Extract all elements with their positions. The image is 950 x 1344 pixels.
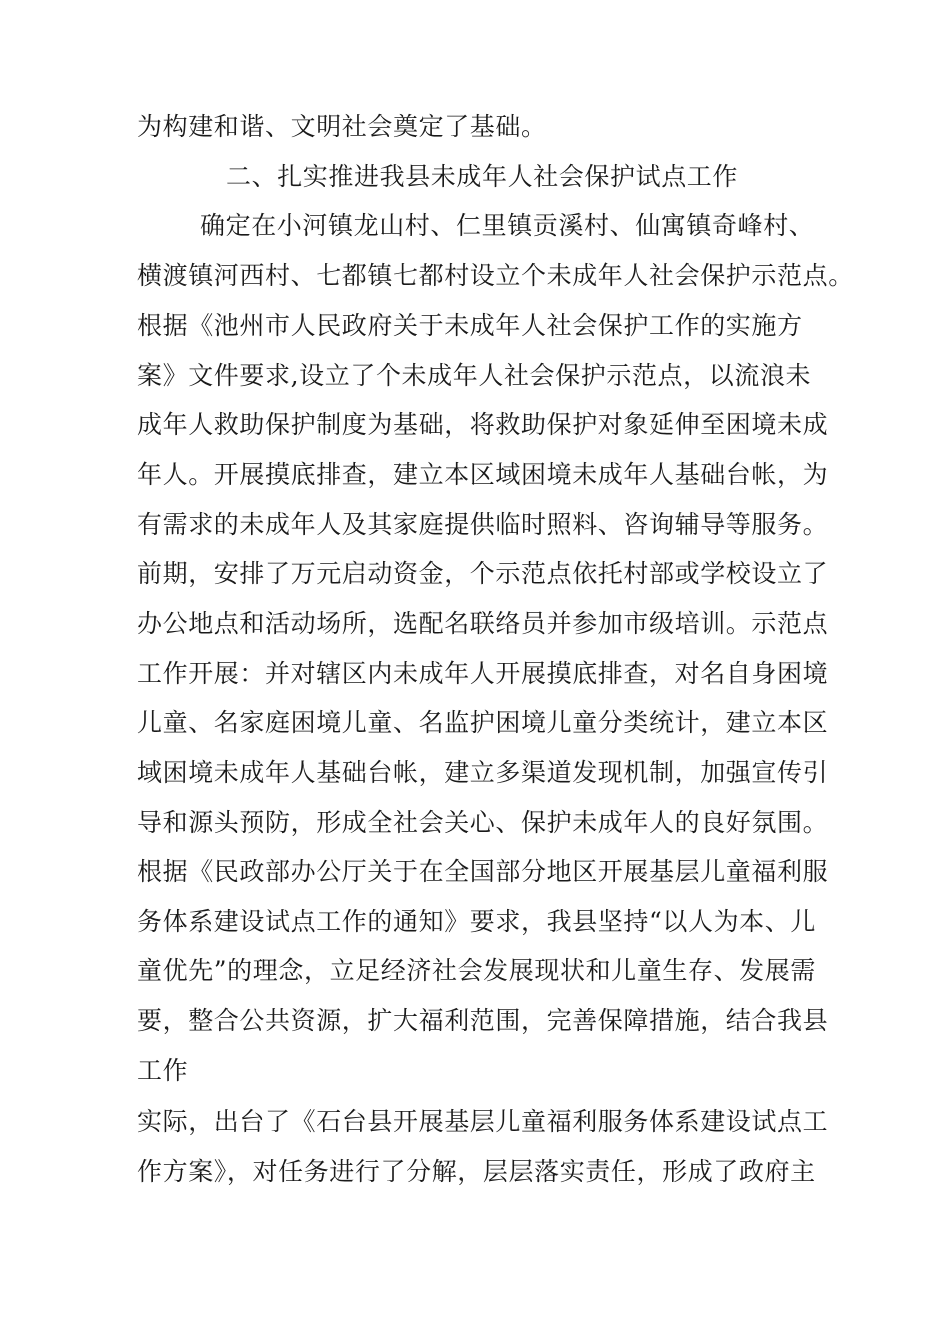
text-line: 确定在小河镇龙山村、仁里镇贡溪村、仙寓镇奇峰村、 bbox=[200, 211, 815, 240]
text-line: 成年人救助保护制度为基础，将救助保护对象延伸至困境未成 bbox=[137, 410, 829, 439]
text-line: 实际，出台了《石台县开展基层儿童福利服务体系建设试点工 bbox=[137, 1107, 829, 1136]
text-line: 案》文件要求,设立了个未成年人社会保护示范点，以流浪未 bbox=[137, 361, 812, 390]
text-line: 儿童、名家庭困境儿童、名监护困境儿童分类统计，建立本区 bbox=[137, 708, 829, 737]
text-line: 工作开展：并对辖区内未成年人开展摸底排查，对名自身困境 bbox=[137, 659, 829, 688]
text-line: 根据《池州市人民政府关于未成年人社会保护工作的实施方 bbox=[137, 311, 803, 340]
text-line: 有需求的未成年人及其家庭提供临时照料、咨询辅导等服务。 bbox=[137, 510, 829, 539]
text-line: 年人。开展摸底排查，建立本区域困境未成年人基础台帐，为 bbox=[137, 460, 829, 489]
text-line: 童优先”的理念，立足经济社会发展现状和儿童生存、发展需 bbox=[137, 956, 816, 985]
text-line: 为构建和谐、文明社会奠定了基础。 bbox=[137, 112, 547, 141]
text-line: 导和源头预防，形成全社会关心、保护未成年人的良好氛围。 bbox=[137, 808, 829, 837]
text-line: 域困境未成年人基础台帐，建立多渠道发现机制，加强宣传引 bbox=[137, 758, 829, 787]
text-line: 前期，安排了万元启动资金，个示范点依托村部或学校设立了 bbox=[137, 559, 829, 588]
text-line: 作方案》，对任务进行了分解，层层落实责任，形成了政府主 bbox=[137, 1157, 816, 1186]
text-line: 务体系建设试点工作的通知》要求，我县坚持“以人为本、儿 bbox=[137, 907, 816, 936]
text-line: 办公地点和活动场所，选配名联络员并参加市级培训。示范点 bbox=[137, 609, 829, 638]
section-heading: 二、扎实推进我县未成年人社会保护试点工作 bbox=[226, 162, 739, 191]
text-line: 工作 bbox=[137, 1056, 189, 1085]
text-line: 根据《民政部办公厅关于在全国部分地区开展基层儿童福利服 bbox=[137, 857, 829, 886]
text-line: 要，整合公共资源，扩大福利范围，完善保障措施，结合我县 bbox=[137, 1006, 829, 1035]
text-line: 横渡镇河西村、七都镇七都村设立个未成年人社会保护示范点。 bbox=[137, 261, 854, 290]
